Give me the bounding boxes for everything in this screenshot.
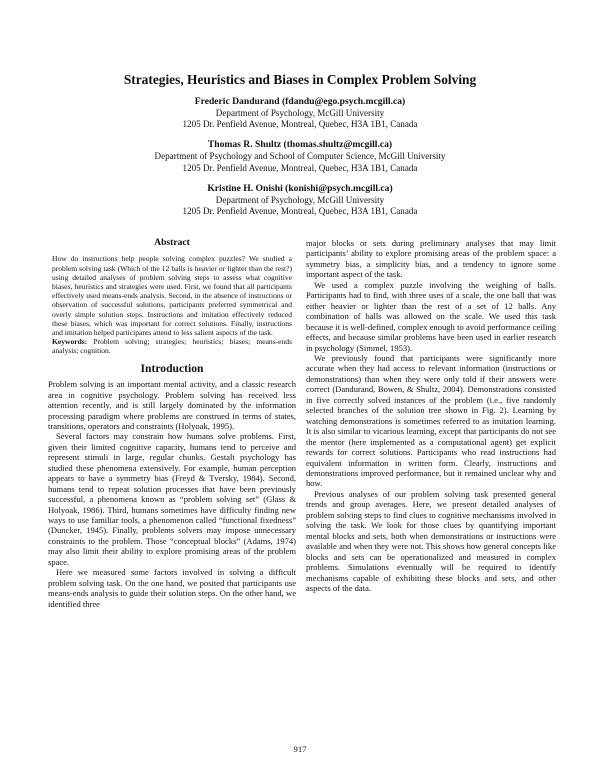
paragraph: We used a complex puzzle involving the weighing of balls. Participants had to find, with three uses of a scale, the one ball that was either heavier or lighter than the rest of a set of 12 balls. Any combination of balls was allowed on the scale. We used this task because it is well-defined, complex enough to avoid performance ceiling effects, and because similar problems have been used in earlier research in psychology (Simmel, 1953). xyxy=(306,279,556,353)
keywords xyxy=(48,337,296,355)
paper-title: Strategies, Heuristics and Biases in Complex Problem Solving xyxy=(123,72,477,87)
paragraph: major blocks or sets during preliminary analyses that may limit participants’ ability to explore promising areas of the problem space: a symmetry bias, a simplicity bias, and a tendency to ignore some important aspect of the task. xyxy=(306,238,556,280)
keywords-label: Keywords: xyxy=(52,337,88,347)
section-heading-introduction: Introduction xyxy=(140,361,204,375)
author-department: Department of Psychology, McGill University xyxy=(215,108,385,118)
author-department: Department of Psychology and School of Computer Science, McGill University xyxy=(154,151,446,162)
author-block xyxy=(0,96,600,130)
author-name: Frederic Dandurand (fdandu@ego.psych.mcgill.ca) xyxy=(194,96,406,107)
page-number: 917 xyxy=(293,744,307,754)
author-list xyxy=(0,96,600,226)
abstract-text: How do instructions help people solving complex puzzles? We studied a problem solving task (Which of the 12 balls is heavier or lighter than the rest?) using detailed analyses of problem solving steps to assess what cognitive biases, heuristics and strategies were used. First, we found that all participants effectively used means-ends analysis. Second, in the absence of instructions or observation of successful solutions, participants preferred symmetrical and overly simple solution steps. Instructions and imitation effectively reduced these biases, which was important for correct solutions. Finally, instructions and imitation helped participants attend to less salient aspects of the task. xyxy=(52,254,292,338)
abstract-heading: Abstract xyxy=(154,237,190,248)
author-block xyxy=(0,183,600,217)
author-name: Kristine H. Onishi (konishi@psych.mcgill.ca) xyxy=(207,182,393,194)
author-address: 1205 Dr. Penfield Avenue, Montreal, Quebec, H3A 1B1, Canada xyxy=(182,206,418,217)
paragraph: Previous analyses of our problem solving task presented general trends and group averages. Here, we present detailed analyses of problem solving steps to find clues to cognitive mechanisms involved in solving the task. We look for those clues by quantifying important mental blocks and sets, both when demonstrations or instructions were available and when they were not. This shows how general concepts like blocks and sets can be operationalized and measured in complex problems. Simulations eventually will be required to identify mechanisms capable of exhibiting these blocks and sets, and other aspects of the data. xyxy=(306,488,556,593)
author-department: Department of Psychology, McGill University xyxy=(215,194,385,205)
author-name: Thomas R. Shultz (thomas.shultz@mcgill.ca) xyxy=(207,139,393,151)
author-address: 1205 Dr. Penfield Avenue, Montreal, Quebec, H3A 1B1, Canada xyxy=(182,162,418,173)
paragraph: We previously found that participants were significantly more accurate when they had access to relevant information (instructions or demonstrations) than when they were only told if their answers were correct (Dandurand, Bowen, & Shultz, 2004). Demonstrations consisted in five correctly solved instances of the problem (i.e., five randomly selected branches of the solution tree shown in Fig. 2). Learning by watching demonstrations is sometimes referred to as imitation learning. It is also similar to vicarious learning, except that participants do not see the mentor (here implemented as a computational agent) get explicit rewards for correct solutions. Participants who read instructions had equivalent information in written form. Clearly, instructions and demonstrations improved performance, but it remained unclear why and how. xyxy=(306,352,556,489)
right-column xyxy=(306,238,556,593)
author-address: 1205 Dr. Penfield Avenue, Montreal, Quebec, H3A 1B1, Canada xyxy=(182,119,418,130)
author-block xyxy=(0,139,600,173)
paragraph: Here we measured some factors involved in solving a difficult problem solving task. On the one hand, we posited that participants use means-ends analysis to guide their solution steps. On the other hand, we identified three xyxy=(48,567,296,609)
paragraph: Problem solving is an important mental activity, and a classic research area in cognitive psychology. Problem solving has received less attention recently, and is still largely dominated by the information processing paradigm where problems are construed in terms of states, transitions, operators and constraints (Holyoak, 1995). xyxy=(48,379,296,431)
left-column xyxy=(48,238,296,609)
keywords-text: Problem solving; strategies; heuristics; biases; means-ends analysis; cognition. xyxy=(52,337,292,356)
paragraph: Several factors may constrain how humans solve problems. First, given their limited cognitive capacity, humans tend to perceive and represent stimuli in large, regular chunks. Gestalt psychology has studied these phenomena extensively. For example, human perception appears to have a symmetry bias (Freyd & Tversky, 1984). Second, humans tend to repeat solution processes that have been previously successful, a phenomena known as “problem solving set” (Glass & Holyoak, 1986). Third, humans sometimes have difficulty finding new ways to use familiar tools, a phenomenon called “functional fixedness” (Duncker, 1945). Finally, problems solvers may impose unnecessary constraints to the problem. Those “conceptual blocks” (Adams, 1974) may also limit their ability to explore promising areas of the problem space. xyxy=(48,431,296,567)
